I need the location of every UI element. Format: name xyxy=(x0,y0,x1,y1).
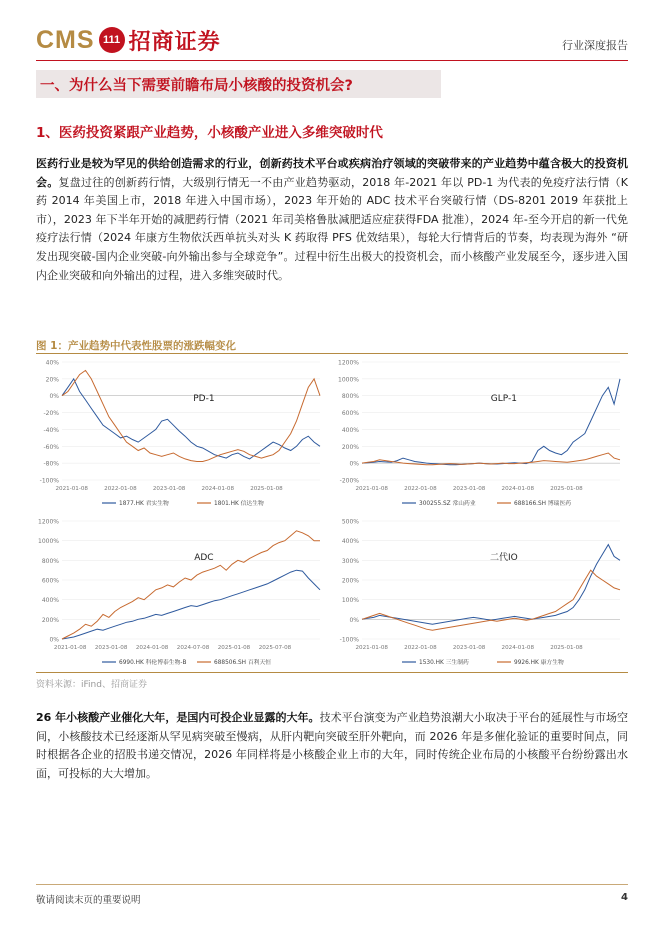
y-tick-label: 800% xyxy=(341,393,359,401)
logo-badge-icon: 111 xyxy=(99,27,125,53)
x-tick-label: 2025-01-08 xyxy=(550,486,583,492)
series-line-2 xyxy=(62,370,320,461)
y-tick-label: 800% xyxy=(41,557,59,565)
figure-source: 资料来源：iFind、招商证券 xyxy=(36,680,147,690)
y-tick-label: 200% xyxy=(341,577,359,585)
y-tick-label: -60% xyxy=(43,443,59,451)
x-tick-label: 2024-07-08 xyxy=(176,645,210,651)
chart-svg xyxy=(336,356,626,514)
paragraph-1-lead: 医药行业是较为罕见的供给创造需求的行业，创新药技术平台或疾病治疗领域的突破带来的产业趋势中蕴含极大的投资机会。 xyxy=(36,157,628,189)
x-tick-label: 2025-01-08 xyxy=(550,645,583,651)
y-tick-label: 300% xyxy=(341,557,359,565)
y-tick-label: 1200% xyxy=(338,359,359,367)
chart-svg xyxy=(336,515,626,673)
subsection-heading: 1、医药投资紧跟产业趋势，小核酸产业进入多维突破时代 xyxy=(36,125,383,141)
y-tick-label: 400% xyxy=(41,597,59,605)
page-number: 4 xyxy=(621,892,628,903)
y-tick-label: -20% xyxy=(43,410,59,418)
legend-label: 1530.HK 三生制药 xyxy=(419,660,469,666)
legend-label: 9926.HK 康方生物 xyxy=(514,660,564,666)
x-tick-label: 2021-01-08 xyxy=(53,645,87,651)
y-tick-label: 400% xyxy=(341,426,359,434)
x-tick-label: 2023-01-08 xyxy=(152,486,186,492)
figure-top-divider xyxy=(36,353,628,354)
x-tick-label: 2025-01-08 xyxy=(250,486,283,492)
y-tick-label: 200% xyxy=(41,616,59,624)
footer-divider xyxy=(36,884,628,885)
y-tick-label: 20% xyxy=(45,376,59,384)
x-tick-label: 2022-01-08 xyxy=(404,486,437,492)
x-tick-label: 2023-01-08 xyxy=(452,645,486,651)
chart-pd1 xyxy=(36,356,326,514)
section-heading: 一、为什么当下需要前瞻布局小核酸的投资机会? xyxy=(40,78,353,94)
footer-note: 敬请阅读末页的重要说明 xyxy=(36,895,141,906)
legend-label: 6990.HK 科伦博泰生物-B xyxy=(119,660,187,666)
y-tick-label: 400% xyxy=(341,538,359,546)
y-tick-label: 0% xyxy=(49,636,59,644)
paragraph-1 xyxy=(36,155,628,285)
figure-bottom-divider xyxy=(36,672,628,673)
legend-label: 688166.SH 博瑞医药 xyxy=(514,501,572,507)
legend-label: 1877.HK 君实生物 xyxy=(119,501,169,507)
chart-label: 二代IO xyxy=(490,552,518,563)
y-tick-label: 600% xyxy=(341,410,359,418)
y-tick-label: 0% xyxy=(349,616,359,624)
figure-title: 图 1：产业趋势中代表性股票的涨跌幅变化 xyxy=(36,340,236,352)
company-logo xyxy=(36,22,221,58)
x-tick-label: 2023-01-08 xyxy=(452,486,486,492)
x-tick-label: 2025-07-08 xyxy=(258,645,292,651)
y-tick-label: -100% xyxy=(39,477,59,485)
paragraph-1-body: 复盘过往的创新药行情，大级别行情无一不由产业趋势驱动，2018 年-2021 年以 PD-1 为代表的免疫疗法行情（K 药 2014 年美国上市，2018 年进入中国市场），2023 年开始的 ADC 技术平台突破行情（DS-8201 2019 年获批上市），2023 年下半年开始的减肥药行情（2021 年司美格鲁肽减肥适应症获得FDA 批准），2024 年-至今开启的新一代免疫疗法行情（2024 年康方生物依沃西单抗头对头 K 药取得 PFS 优效结果），每轮大行情背后的节奏，均表现为海外 “研发出现突破-国内企业突破-向外输出参与全球竞争”。过程中衍生出极大的投资机会，而小核酸产业发展至今，逐步进入国内企业突破和向外输出的过程，进入多维突破时代。 xyxy=(36,175,629,282)
y-tick-label: 1000% xyxy=(38,538,59,546)
x-tick-label: 2021-01-08 xyxy=(355,645,388,651)
x-tick-label: 2024-01-08 xyxy=(501,645,535,651)
chart-label: GLP-1 xyxy=(490,393,518,404)
x-tick-label: 2024-01-08 xyxy=(501,486,535,492)
logo-chinese-name: 招商证券 xyxy=(128,29,221,55)
x-tick-label: 2024-01-08 xyxy=(201,486,235,492)
logo-text: CMS xyxy=(36,25,95,54)
y-tick-label: 1200% xyxy=(38,518,59,526)
paragraph-2-lead: 26 年小核酸产业催化大年，是国内可投企业显露的大年。 xyxy=(36,711,320,724)
y-tick-label: -40% xyxy=(43,426,59,434)
y-tick-label: -80% xyxy=(43,460,59,468)
chart-second-gen-io xyxy=(336,515,626,673)
y-tick-label: 0% xyxy=(349,460,359,468)
y-tick-label: 100% xyxy=(341,597,359,605)
y-tick-label: 1000% xyxy=(338,376,359,384)
y-tick-label: 500% xyxy=(341,518,359,526)
x-tick-label: 2024-01-08 xyxy=(135,645,169,651)
x-tick-label: 2022-01-08 xyxy=(404,645,437,651)
paragraph-2-body: 技术平台演变为产业趋势浪潮大小取决于平台的延展性与市场空间，小核酸技术已经逐渐从罕见病突破至慢病，从肝内靶向突破至肝外靶向，而 2026 年是多催化验证的重要时间点，同时根据各企业的招股书递交情况，2026 年同样将是小核酸企业上市的大年，同时传统企业布局的小核酸平台纷纷露出水面，可投标的大大增加。 xyxy=(36,711,629,780)
x-tick-label: 2023-01-08 xyxy=(94,645,128,651)
chart-adc xyxy=(36,515,326,673)
x-tick-label: 2021-01-08 xyxy=(55,486,88,492)
y-tick-label: 600% xyxy=(41,577,59,585)
report-type: 行业深度报告 xyxy=(562,39,628,52)
series-line-1 xyxy=(362,379,620,465)
y-tick-label: 0% xyxy=(49,393,59,401)
y-tick-label: -100% xyxy=(339,636,359,644)
x-tick-label: 2022-01-08 xyxy=(104,486,137,492)
x-tick-label: 2021-01-08 xyxy=(355,486,388,492)
y-tick-label: -200% xyxy=(339,477,359,485)
chart-label: ADC xyxy=(194,552,214,563)
series-line-2 xyxy=(362,570,620,630)
chart-glp1 xyxy=(336,356,626,514)
y-tick-label: 40% xyxy=(45,359,59,367)
chart-svg xyxy=(36,356,326,514)
series-line-2 xyxy=(62,531,320,639)
header-divider xyxy=(36,60,628,61)
x-tick-label: 2025-01-08 xyxy=(217,645,251,651)
paragraph-2 xyxy=(36,709,628,783)
chart-svg xyxy=(36,515,326,673)
legend-label: 300255.SZ 常山药业 xyxy=(419,501,476,507)
y-tick-label: 200% xyxy=(341,443,359,451)
legend-label: 688506.SH 百利天恒 xyxy=(214,660,272,666)
chart-label: PD-1 xyxy=(193,393,215,404)
legend-label: 1801.HK 信达生物 xyxy=(214,501,264,507)
